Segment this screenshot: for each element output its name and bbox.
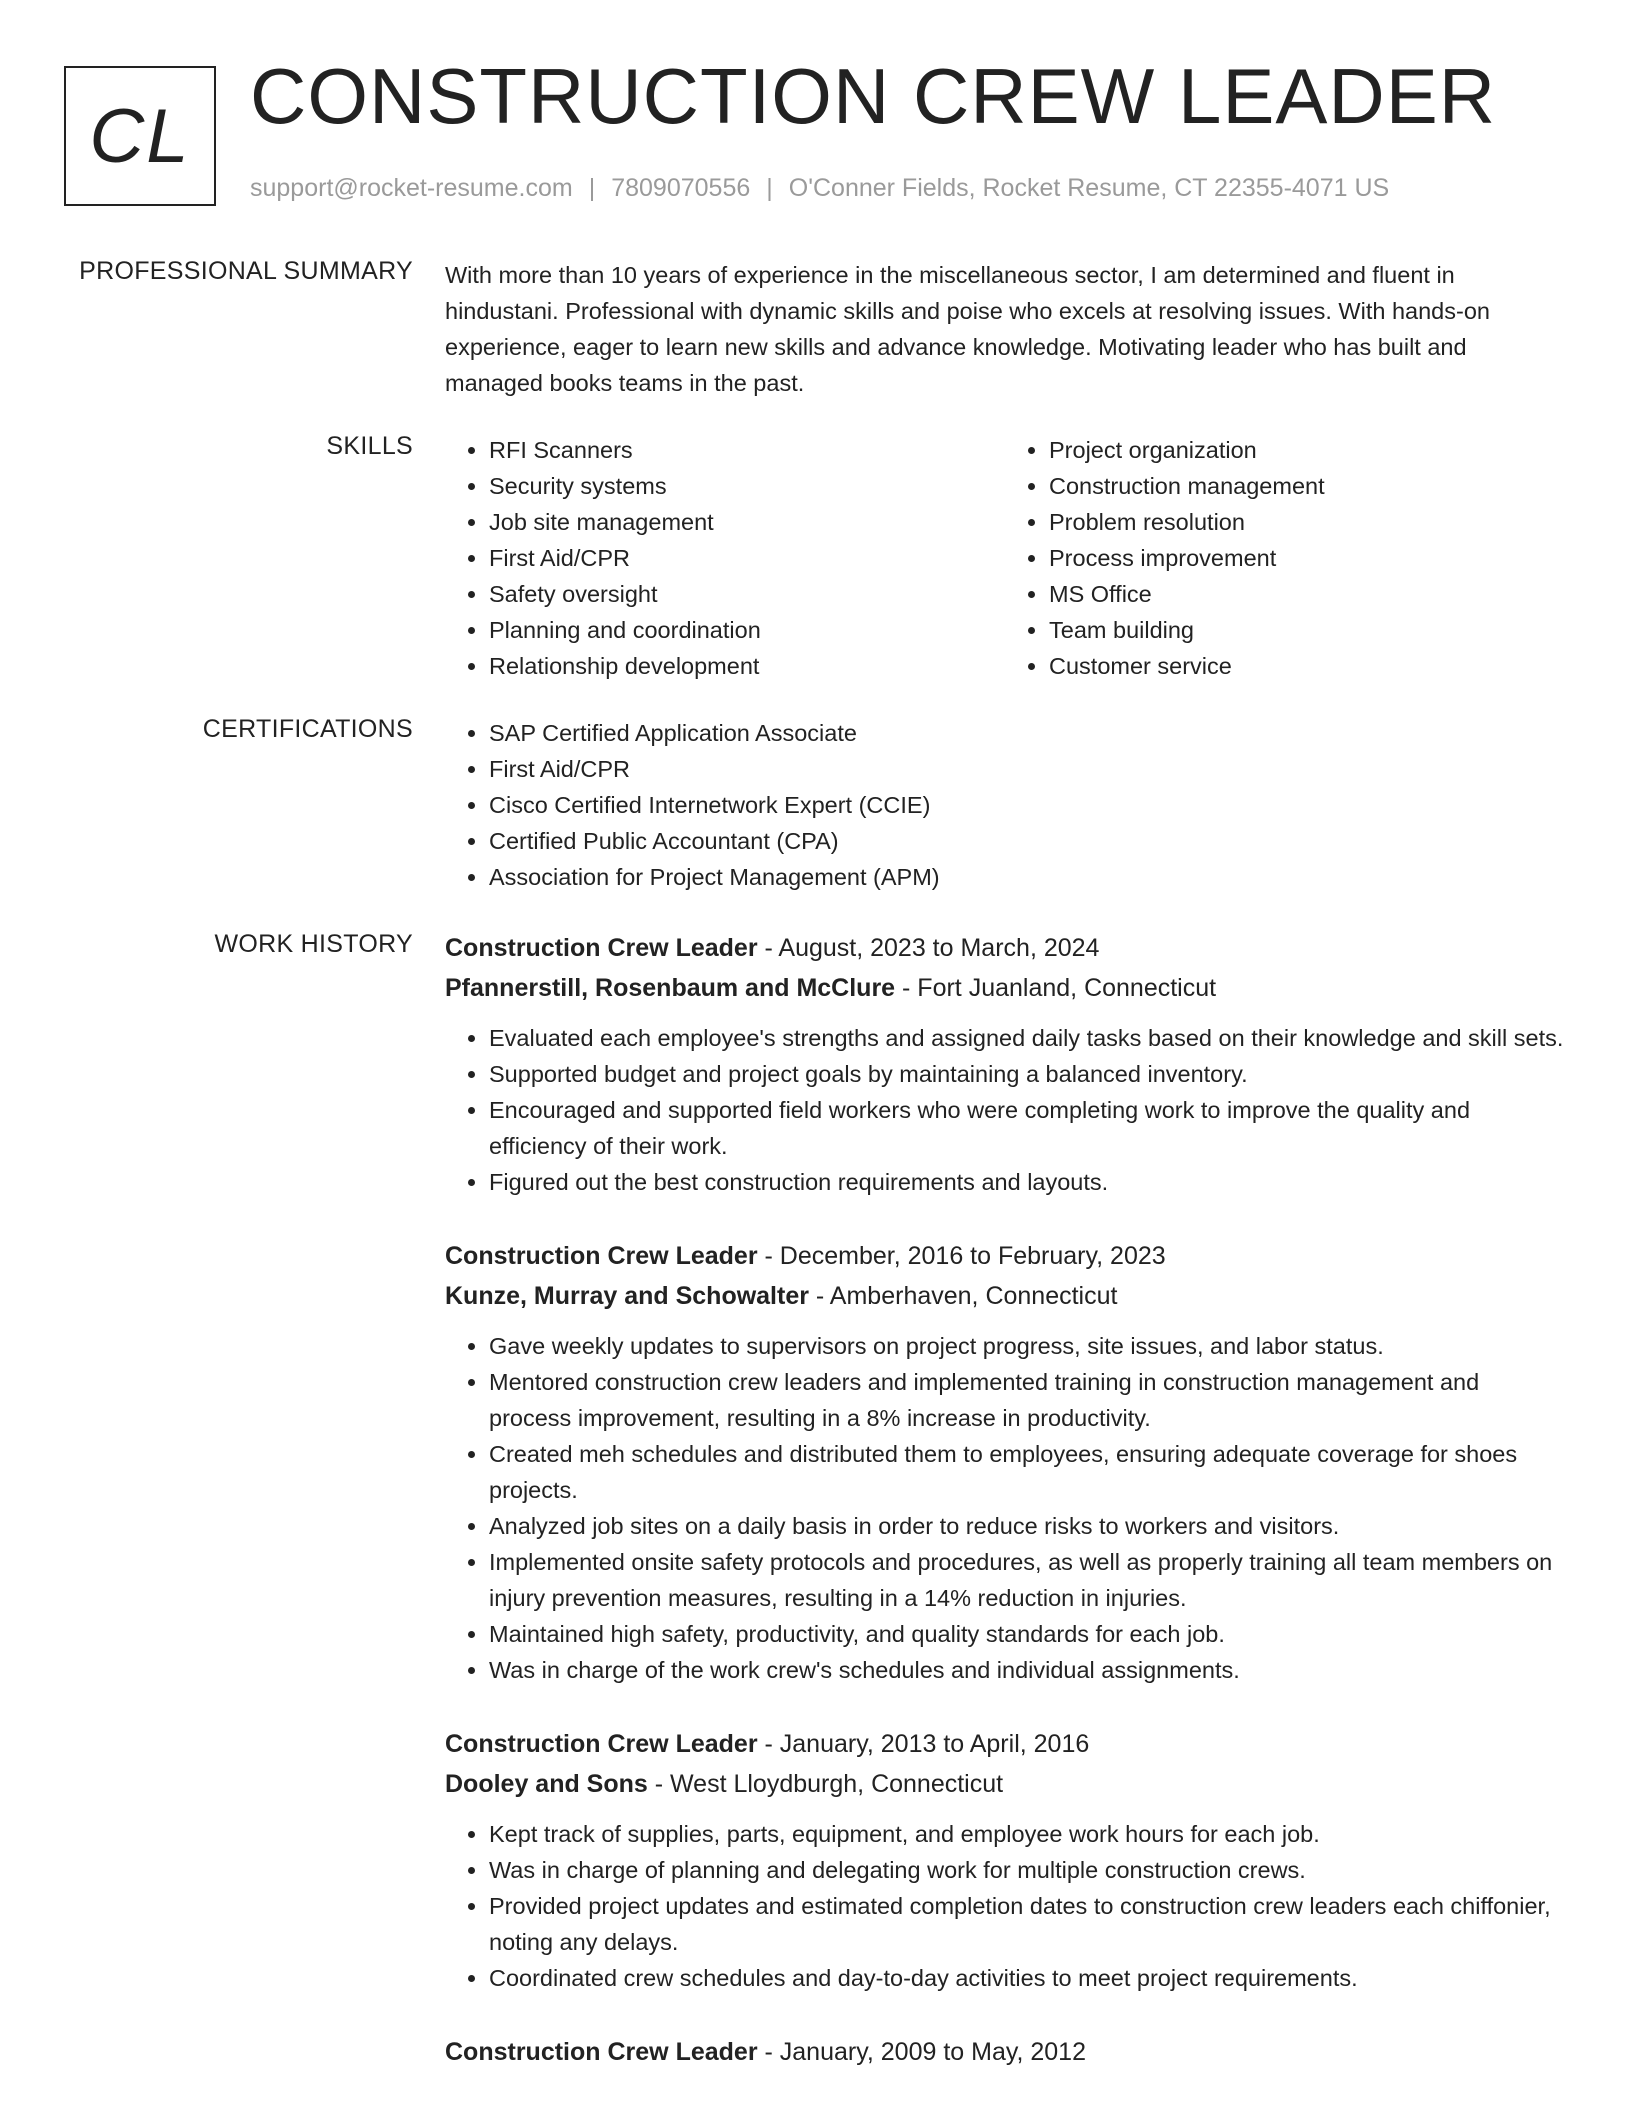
- list-item: • Planning and coordination: [489, 612, 1005, 648]
- job-company: Dooley and Sons: [445, 1770, 648, 1798]
- list-item: • Customer service: [1049, 648, 1565, 684]
- job-entry: [445, 2032, 1565, 2072]
- job-dates: - December, 2016 to February, 2023: [757, 1242, 1166, 1270]
- skills-list-right: [1005, 432, 1565, 684]
- job-company: Pfannerstill, Rosenbaum and McClure: [445, 974, 896, 1002]
- list-item: • Construction management: [1049, 468, 1565, 504]
- job-company: Kunze, Murray and Schowalter: [445, 1282, 809, 1310]
- job-dates: - January, 2013 to April, 2016: [757, 1730, 1090, 1758]
- list-item: • Cisco Certified Internetwork Expert (CCIE): [489, 787, 1565, 823]
- list-item: • Encouraged and supported field workers who were completing work to improve the quality and efficiency of their work.: [489, 1092, 1565, 1164]
- certifications-list: [445, 715, 1565, 895]
- list-item: • Provided project updates and estimated completion dates to construction crew leaders each chiffonier, noting any delays.: [489, 1888, 1565, 1960]
- list-item: • First Aid/CPR: [489, 751, 1565, 787]
- contact-email[interactable]: support@rocket-resume.com: [250, 174, 573, 202]
- skills-columns: [445, 432, 1565, 684]
- job-title: Construction Crew Leader: [445, 2038, 758, 2066]
- job-title: Construction Crew Leader: [445, 1242, 758, 1270]
- job-location: - Amberhaven, Connecticut: [808, 1282, 1118, 1310]
- contact-separator: |: [766, 174, 773, 202]
- job-entry: [445, 1236, 1565, 1688]
- job-bullet-list: [445, 1328, 1565, 1688]
- list-item: • Created meh schedules and distributed them to employees, ensuring adequate coverage for shoes projects.: [489, 1436, 1565, 1508]
- job-location: - West Lloydburgh, Connecticut: [647, 1770, 1004, 1798]
- list-item: • Problem resolution: [1049, 504, 1565, 540]
- initials-monogram: CL: [64, 66, 216, 206]
- list-item: • Supported budget and project goals by maintaining a balanced inventory.: [489, 1056, 1565, 1092]
- list-item: • Gave weekly updates to supervisors on project progress, site issues, and labor status.: [489, 1328, 1565, 1364]
- work-history-body: [445, 928, 1565, 2108]
- list-item: • Job site management: [489, 504, 1005, 540]
- list-item: • Team building: [1049, 612, 1565, 648]
- job-company-line: [445, 968, 1565, 1008]
- certifications-heading: CERTIFICATIONS: [202, 715, 413, 743]
- job-entry: [445, 1724, 1565, 1996]
- contact-line: [250, 174, 1389, 203]
- list-item: • Safety oversight: [489, 576, 1005, 612]
- skills-heading: SKILLS: [326, 432, 413, 460]
- list-item: • Association for Project Management (APM): [489, 859, 1565, 895]
- job-entry: [445, 928, 1565, 1200]
- list-item: • Figured out the best construction requirements and layouts.: [489, 1164, 1565, 1200]
- job-title: Construction Crew Leader: [445, 934, 758, 962]
- job-title-line: [445, 1724, 1565, 1764]
- summary-heading: PROFESSIONAL SUMMARY: [79, 257, 413, 285]
- job-title-line: [445, 2032, 1565, 2072]
- job-title: Construction Crew Leader: [445, 1730, 758, 1758]
- job-bullet-list: [445, 1020, 1565, 1200]
- list-item: • MS Office: [1049, 576, 1565, 612]
- job-company-line: [445, 1764, 1565, 1804]
- list-item: • Certified Public Accountant (CPA): [489, 823, 1565, 859]
- list-item: • Maintained high safety, productivity, and quality standards for each job.: [489, 1616, 1565, 1652]
- list-item: • Coordinated crew schedules and day-to-day activities to meet project requirements.: [489, 1960, 1565, 1996]
- job-bullet-list: [445, 1816, 1565, 1996]
- contact-address: O'Conner Fields, Rocket Resume, CT 22355-4071 US: [788, 174, 1390, 202]
- work-history-heading: WORK HISTORY: [214, 930, 413, 958]
- certifications-body: [445, 715, 1565, 895]
- job-location: - Fort Juanland, Connecticut: [895, 974, 1217, 1002]
- list-item: • Evaluated each employee's strengths and assigned daily tasks based on their knowledge and skill sets.: [489, 1020, 1565, 1056]
- list-item: • RFI Scanners: [489, 432, 1005, 468]
- job-dates: - August, 2023 to March, 2024: [757, 934, 1100, 962]
- list-item: • Project organization: [1049, 432, 1565, 468]
- list-item: • Mentored construction crew leaders and implemented training in construction management and process improvement, resulting in a 8% increase in productivity.: [489, 1364, 1565, 1436]
- job-company-line: [445, 1276, 1565, 1316]
- contact-phone[interactable]: 7809070556: [611, 174, 751, 202]
- list-item: • Was in charge of the work crew's schedules and individual assignments.: [489, 1652, 1565, 1688]
- list-item: • Process improvement: [1049, 540, 1565, 576]
- list-item: • Security systems: [489, 468, 1005, 504]
- job-dates: - January, 2009 to May, 2012: [757, 2038, 1086, 2066]
- job-title-line: [445, 1236, 1565, 1276]
- list-item: • Relationship development: [489, 648, 1005, 684]
- job-title-line: [445, 928, 1565, 968]
- list-item: • Was in charge of planning and delegating work for multiple construction crews.: [489, 1852, 1565, 1888]
- skills-list-left: [445, 432, 1005, 684]
- contact-separator: |: [588, 174, 596, 202]
- list-item: • First Aid/CPR: [489, 540, 1005, 576]
- resume-title: CONSTRUCTION CREW LEADER: [250, 52, 1497, 140]
- list-item: • SAP Certified Application Associate: [489, 715, 1565, 751]
- summary-text: With more than 10 years of experience in the miscellaneous sector, I am determined and fluent in hindustani. Professional with dynamic skills and poise who excels at resolving issues. With hands-on experience, eager to learn new skills and advance knowledge. Motivating leader who has built and managed books teams in the past.: [445, 262, 1490, 396]
- list-item: • Analyzed job sites on a daily basis in order to reduce risks to workers and visitors.: [489, 1508, 1565, 1544]
- list-item: • Implemented onsite safety protocols and procedures, as well as properly training all team members on injury prevention measures, resulting in a 14% reduction in injuries.: [489, 1544, 1565, 1616]
- list-item: • Kept track of supplies, parts, equipment, and employee work hours for each job.: [489, 1816, 1565, 1852]
